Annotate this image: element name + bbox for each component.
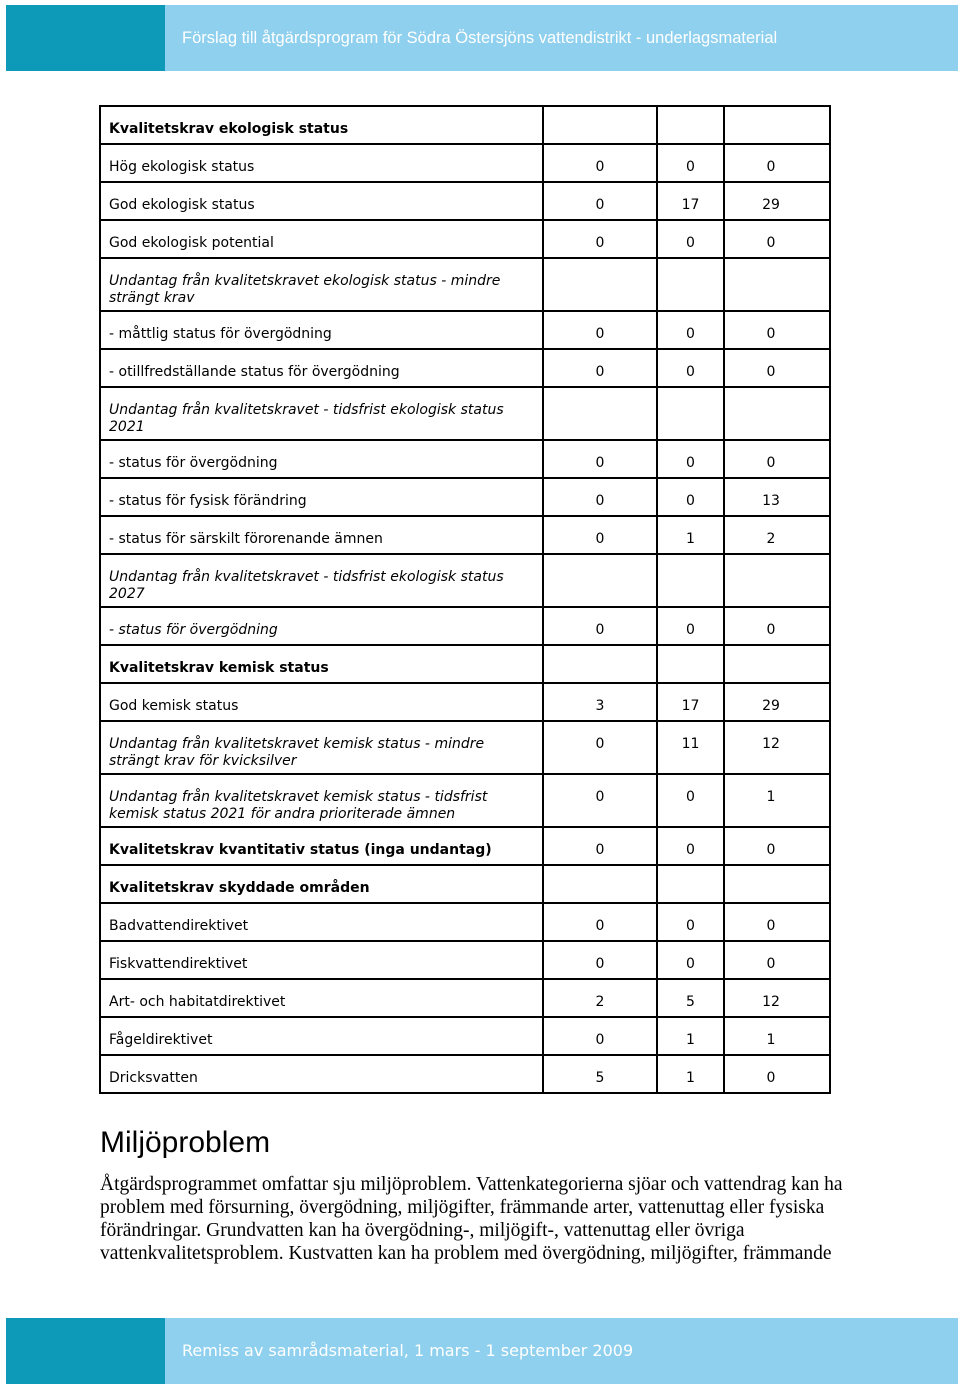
row-value: 0 <box>657 774 724 827</box>
row-value <box>657 258 724 311</box>
row-value: 0 <box>724 144 830 182</box>
row-value: 17 <box>657 182 724 220</box>
row-value: 5 <box>657 979 724 1017</box>
row-value: 5 <box>543 1055 657 1093</box>
table-row <box>100 144 830 182</box>
row-label: Fågeldirektivet <box>100 1017 543 1055</box>
row-value: 0 <box>724 311 830 349</box>
row-value: 1 <box>724 1017 830 1055</box>
table-row <box>100 478 830 516</box>
row-label: - status för övergödning <box>100 607 543 645</box>
row-value <box>724 106 830 144</box>
header-accent-block <box>6 5 165 71</box>
row-value: 0 <box>543 941 657 979</box>
row-value <box>657 865 724 903</box>
row-label: - status för särskilt förorenande ämnen <box>100 516 543 554</box>
row-value: 13 <box>724 478 830 516</box>
row-value: 0 <box>657 440 724 478</box>
table-row <box>100 258 830 311</box>
row-value <box>543 865 657 903</box>
row-value <box>724 387 830 440</box>
row-value <box>543 645 657 683</box>
header-title: Förslag till åtgärdsprogram för Södra Östersjöns vattendistrikt - underlagsmaterial <box>182 29 778 47</box>
table-row <box>100 941 830 979</box>
row-label: Fiskvattendirektivet <box>100 941 543 979</box>
table-row <box>100 440 830 478</box>
row-label: Undantag från kvalitetskravet - tidsfrist ekologisk status 2027 <box>100 554 543 607</box>
row-value <box>543 106 657 144</box>
row-label: Hög ekologisk status <box>100 144 543 182</box>
row-value: 0 <box>657 220 724 258</box>
row-value: 0 <box>657 941 724 979</box>
row-value: 12 <box>724 721 830 774</box>
row-value: 0 <box>657 311 724 349</box>
row-value <box>543 258 657 311</box>
footer-text: Remiss av samrådsmaterial, 1 mars - 1 september 2009 <box>182 1341 634 1360</box>
row-label: God ekologisk status <box>100 182 543 220</box>
status-table <box>99 105 831 1094</box>
row-value: 0 <box>657 827 724 865</box>
row-label: - status för fysisk förändring <box>100 478 543 516</box>
row-value: 2 <box>724 516 830 554</box>
table-row <box>100 865 830 903</box>
table-row <box>100 349 830 387</box>
row-value: 0 <box>543 349 657 387</box>
row-value: 0 <box>724 349 830 387</box>
row-value: 12 <box>724 979 830 1017</box>
row-value <box>724 645 830 683</box>
table-row <box>100 182 830 220</box>
header-band <box>6 5 958 71</box>
table-row <box>100 979 830 1017</box>
row-value: 0 <box>543 182 657 220</box>
row-value: 0 <box>724 220 830 258</box>
row-label: Kvalitetskrav kemisk status <box>100 645 543 683</box>
row-label: Undantag från kvalitetskravet kemisk status - mindre strängt krav för kvicksilver <box>100 721 543 774</box>
row-value: 0 <box>543 607 657 645</box>
row-label: Undantag från kvalitetskravet ekologisk status - mindre strängt krav <box>100 258 543 311</box>
table-row <box>100 387 830 440</box>
status-table-body <box>100 106 830 1093</box>
row-value: 0 <box>543 774 657 827</box>
row-label: God kemisk status <box>100 683 543 721</box>
row-label: - status för övergödning <box>100 440 543 478</box>
table-row <box>100 106 830 144</box>
row-label: Kvalitetskrav ekologisk status <box>100 106 543 144</box>
row-value <box>543 387 657 440</box>
row-value: 0 <box>724 941 830 979</box>
row-value: 0 <box>657 144 724 182</box>
row-value: 0 <box>724 1055 830 1093</box>
row-label: - otillfredställande status för övergödning <box>100 349 543 387</box>
row-value: 17 <box>657 683 724 721</box>
row-value: 0 <box>543 1017 657 1055</box>
table-row <box>100 721 830 774</box>
row-value: 1 <box>657 1055 724 1093</box>
row-value: 0 <box>543 721 657 774</box>
row-value: 0 <box>543 220 657 258</box>
table-row <box>100 683 830 721</box>
row-value: 29 <box>724 683 830 721</box>
row-value: 0 <box>724 903 830 941</box>
row-value <box>657 645 724 683</box>
row-label: Art- och habitatdirektivet <box>100 979 543 1017</box>
row-value: 0 <box>543 144 657 182</box>
row-value: 0 <box>543 827 657 865</box>
row-value: 0 <box>657 903 724 941</box>
row-value <box>657 387 724 440</box>
row-value <box>657 554 724 607</box>
row-label: Badvattendirektivet <box>100 903 543 941</box>
row-label: Kvalitetskrav skyddade områden <box>100 865 543 903</box>
row-value: 1 <box>657 516 724 554</box>
footer-band <box>6 1318 958 1384</box>
row-value: 0 <box>724 440 830 478</box>
row-label: Dricksvatten <box>100 1055 543 1093</box>
table-row <box>100 311 830 349</box>
row-value: 0 <box>543 440 657 478</box>
section-body: Åtgärdsprogrammet omfattar sju miljöproblem. Vattenkategorierna sjöar och vattendrag kan ha problem med försurning, övergödning, miljögifter, främmande arter, vattenuttag eller fysiska förändringar. Grundvatten kan ha övergödning-, miljögift-, vattenuttag eller övriga vattenkvalitetsproblem. Kustvatten kan ha problem med övergödning, miljögifter, främmande <box>100 1174 843 1264</box>
row-value: 0 <box>543 311 657 349</box>
row-label: Undantag från kvalitetskravet kemisk status - tidsfrist kemisk status 2021 för andra prioriterade ämnen <box>100 774 543 827</box>
table-row <box>100 827 830 865</box>
row-value: 3 <box>543 683 657 721</box>
table-row <box>100 903 830 941</box>
row-value: 0 <box>724 827 830 865</box>
row-value: 0 <box>657 349 724 387</box>
row-value: 0 <box>657 478 724 516</box>
table-row <box>100 220 830 258</box>
section-heading: Miljöproblem <box>100 1126 271 1159</box>
row-value: 0 <box>543 478 657 516</box>
row-value: 0 <box>657 607 724 645</box>
row-value: 29 <box>724 182 830 220</box>
row-value: 0 <box>543 516 657 554</box>
row-label: God ekologisk potential <box>100 220 543 258</box>
row-label: - måttlig status för övergödning <box>100 311 543 349</box>
row-value: 2 <box>543 979 657 1017</box>
table-row <box>100 1017 830 1055</box>
row-value <box>724 554 830 607</box>
row-value: 0 <box>724 607 830 645</box>
row-value <box>724 258 830 311</box>
row-label: Undantag från kvalitetskravet - tidsfrist ekologisk status 2021 <box>100 387 543 440</box>
table-row <box>100 607 830 645</box>
table-row <box>100 554 830 607</box>
row-value: 1 <box>724 774 830 827</box>
row-value: 0 <box>543 903 657 941</box>
table-row <box>100 516 830 554</box>
row-value <box>657 106 724 144</box>
row-value: 11 <box>657 721 724 774</box>
row-value: 1 <box>657 1017 724 1055</box>
table-row <box>100 1055 830 1093</box>
table-row <box>100 774 830 827</box>
table-row <box>100 645 830 683</box>
row-value <box>724 865 830 903</box>
row-label: Kvalitetskrav kvantitativ status (inga undantag) <box>100 827 543 865</box>
row-value <box>543 554 657 607</box>
footer-accent-block <box>6 1318 165 1384</box>
